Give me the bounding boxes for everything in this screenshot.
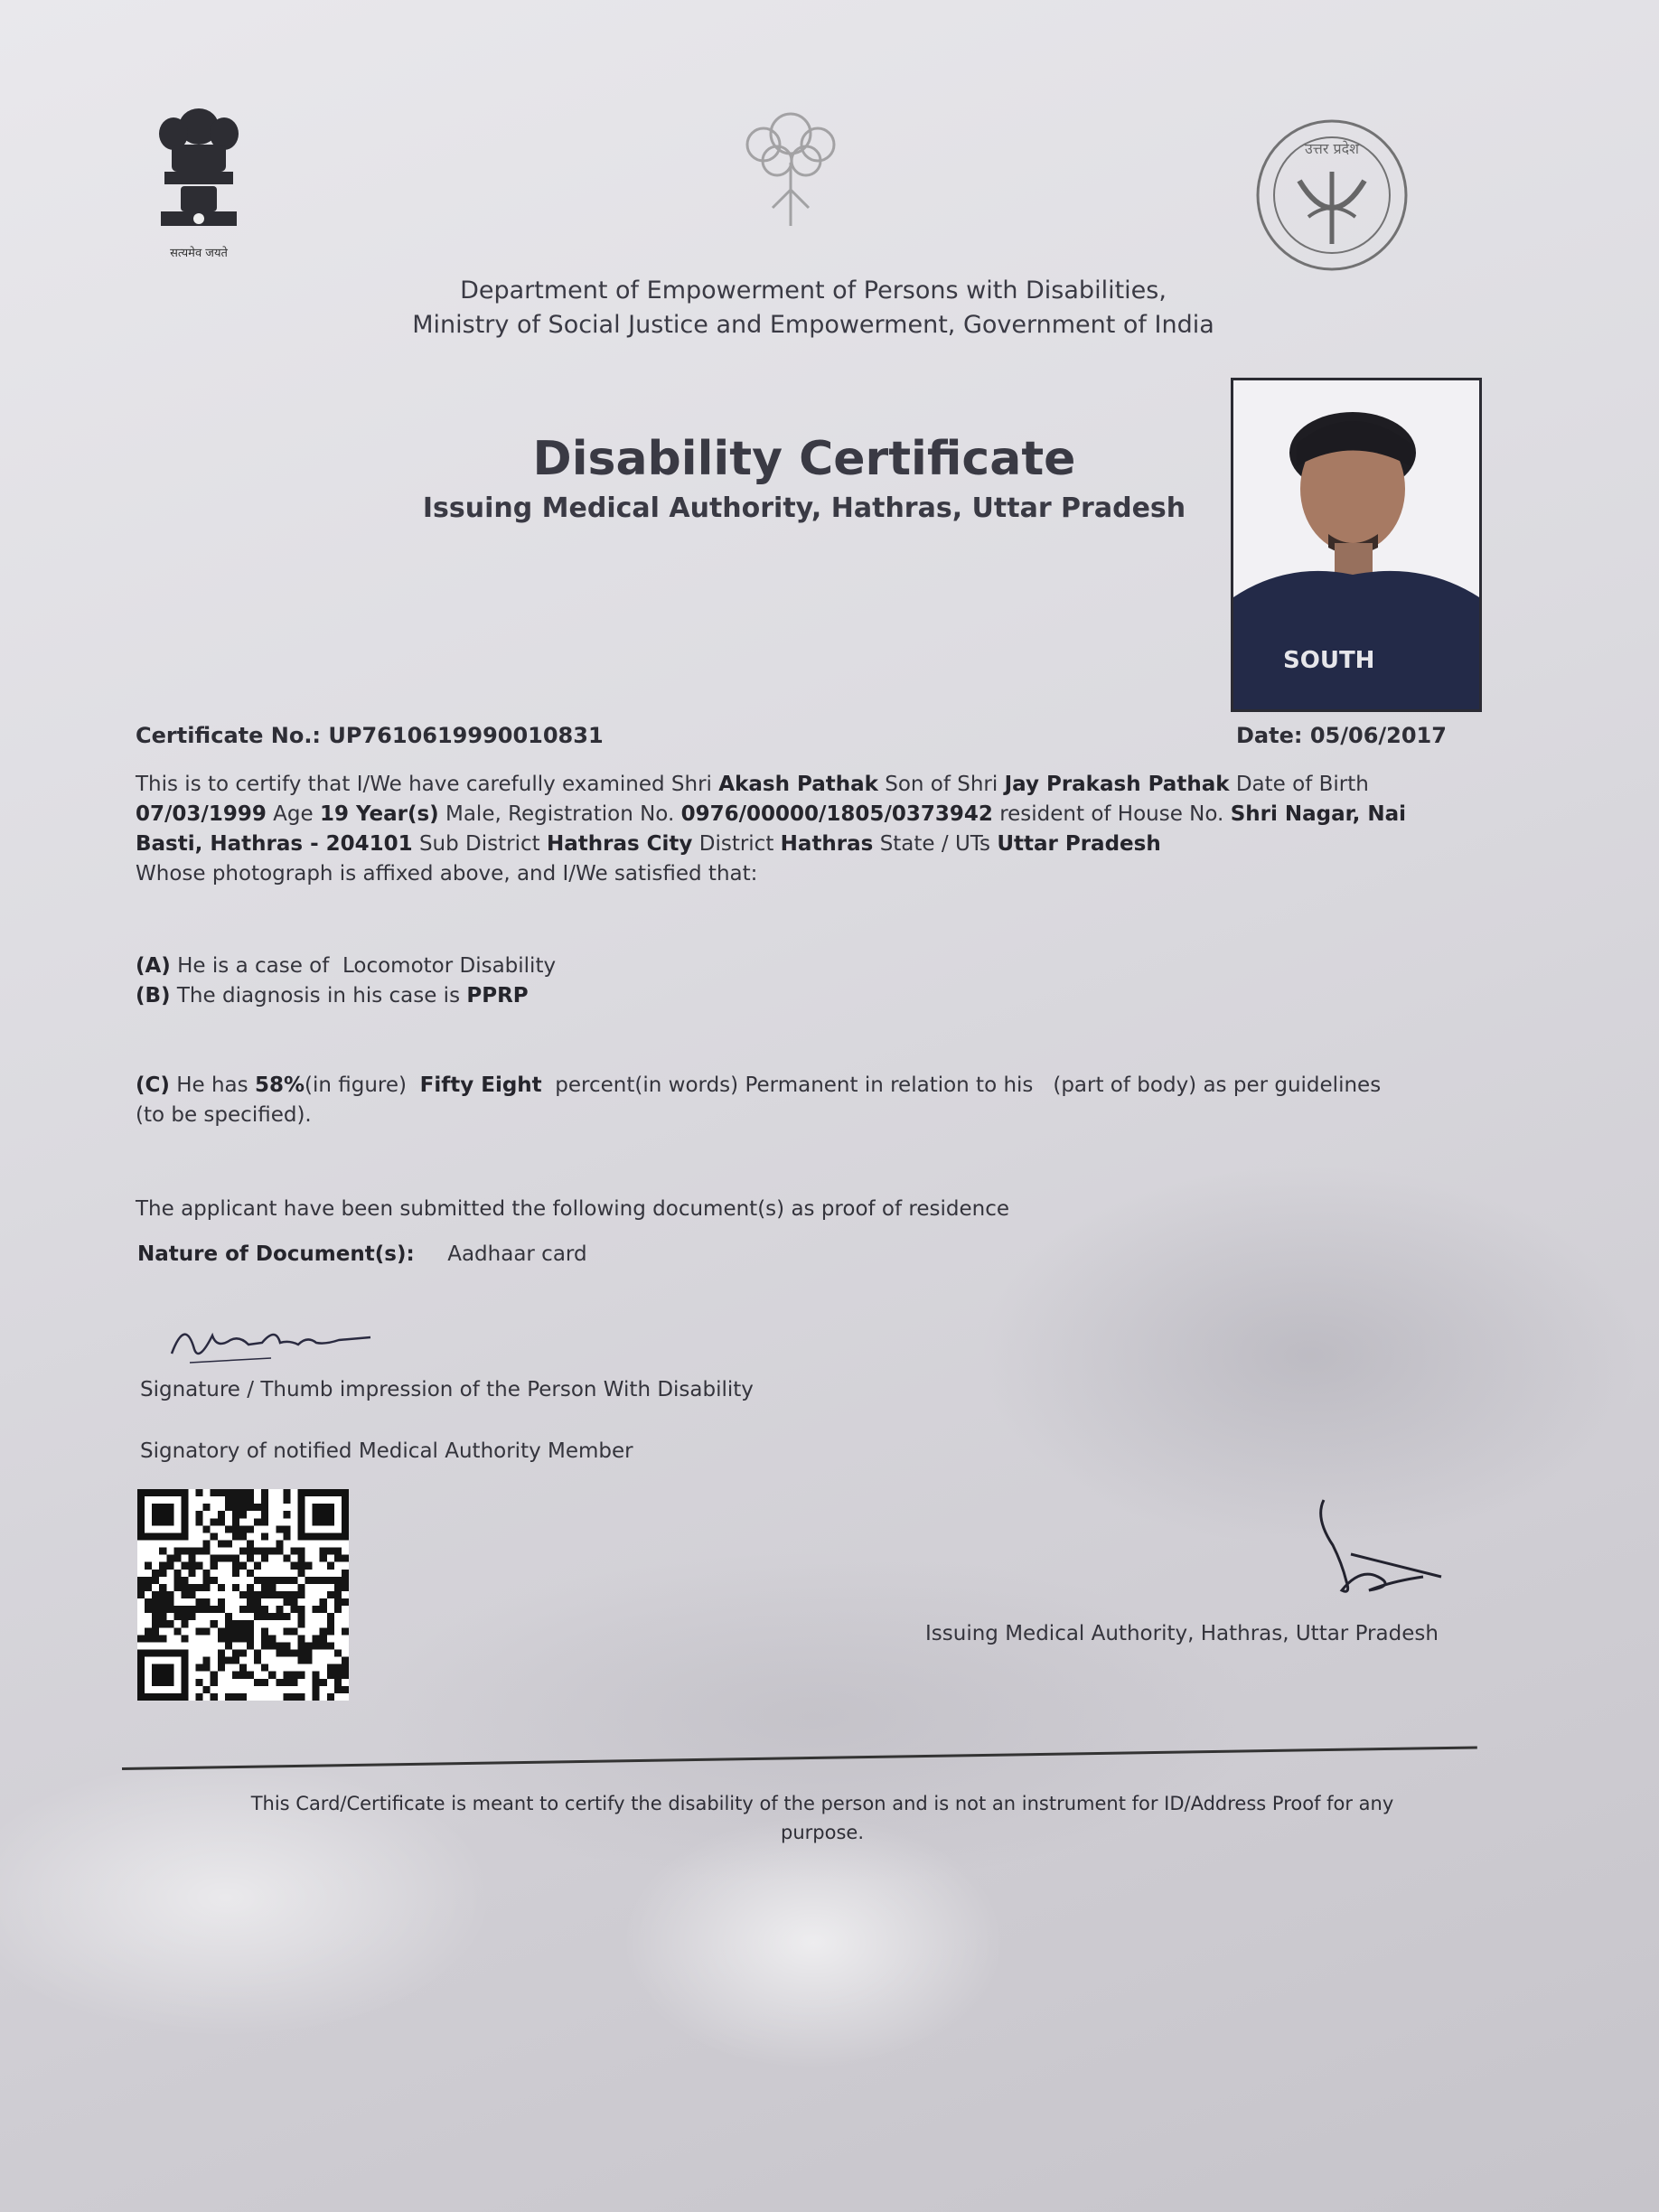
certify-text: Son of Shri (885, 773, 998, 796)
shirt-text: SOUTH (1283, 647, 1375, 674)
father-name: Jay Prakash Pathak (1004, 773, 1230, 796)
footer-divider (122, 1746, 1477, 1770)
certificate-date-row (1236, 723, 1447, 748)
document-value: Aadhaar card (447, 1242, 587, 1266)
clause-c-text: He has (176, 1073, 248, 1097)
document-label: Nature of Document(s): (137, 1242, 415, 1266)
house-address: Shri Nagar, Nai Basti, Hathras - 204101 (136, 802, 1406, 856)
certify-text: This is to certify that I/We have carefully examined Shri (136, 773, 712, 796)
authority-caption: Issuing Medical Authority, Hathras, Uttar Pradesh (925, 1622, 1439, 1645)
age: 19 Year(s) (319, 802, 439, 826)
tree-emblem-icon (723, 108, 858, 235)
certificate-title: Disability Certificate (532, 432, 1076, 486)
clause-c-text: (to be specified). (136, 1103, 312, 1127)
residence-intro: The applicant have been submitted the following document(s) as proof of residence (136, 1197, 1010, 1221)
footer-note: This Card/Certificate is meant to certify the disability of the person and is not an instrument for ID/Address Proof for any (250, 1793, 1394, 1814)
clause-a-text: He is a case of (177, 954, 330, 978)
applicant-name: Akash Pathak (718, 773, 878, 796)
state: Uttar Pradesh (997, 832, 1161, 856)
applicant-signature-caption: Signature / Thumb impression of the Person With Disability (140, 1378, 754, 1401)
clause-b-text: The diagnosis in his case is (176, 984, 461, 1008)
department-line: Department of Empowerment of Persons with Disabilities, (460, 276, 1167, 305)
district: Hathras (780, 832, 874, 856)
clause-c-text: percent(in words) Permanent in relation to his (555, 1073, 1034, 1097)
certify-text: Date of Birth (1235, 773, 1369, 796)
certify-text: State / UTs (879, 832, 990, 856)
certify-text: District (698, 832, 774, 856)
clause-c-label: (C) (136, 1073, 170, 1097)
disability-percent: 58% (254, 1073, 305, 1097)
signatory-caption: Signatory of notified Medical Authority Member (140, 1439, 633, 1463)
disability-percent-words: Fifty Eight (419, 1073, 542, 1097)
qr-code (137, 1489, 349, 1701)
certify-text: Age (273, 802, 314, 826)
disability-type: Locomotor Disability (342, 954, 557, 978)
certify-paragraph (136, 770, 1455, 889)
national-emblem-icon (145, 99, 253, 260)
applicant-photo (1231, 378, 1482, 712)
clause-c (136, 1071, 1455, 1130)
authority-signature (1306, 1482, 1450, 1612)
seal-text: उत्तर प्रदेश (1305, 140, 1359, 157)
registration-number: 0976/00000/1805/0373942 (680, 802, 993, 826)
clause-a (136, 951, 556, 981)
diagnosis: PPRP (466, 984, 529, 1008)
certificate-number-row (136, 723, 604, 748)
clause-b-label: (B) (136, 984, 171, 1008)
certificate-date: 05/06/2017 (1309, 723, 1447, 748)
certify-text: Whose photograph is affixed above, and I/We satisfied that: (136, 862, 758, 886)
clause-c-text: (part of body) as per guidelines (1053, 1073, 1382, 1097)
date-label: Date: (1236, 723, 1303, 748)
certify-text: Male, Registration No. (445, 802, 675, 826)
certificate-subtitle: Issuing Medical Authority, Hathras, Uttar Pradesh (422, 492, 1186, 524)
footer-note-end: purpose. (781, 1822, 864, 1843)
applicant-signature (163, 1308, 380, 1375)
up-seal-icon (1254, 117, 1410, 273)
clause-b (136, 981, 529, 1011)
clause-c-text: (in figure) (305, 1073, 408, 1097)
sub-district: Hathras City (546, 832, 693, 856)
certify-text: Sub District (418, 832, 540, 856)
emblem-motto: सत्यमेव जयते (170, 247, 228, 260)
certificate-number: UP7610619990010831 (328, 723, 604, 748)
date-of-birth: 07/03/1999 (136, 802, 267, 826)
certificate-number-label: Certificate No.: (136, 723, 322, 748)
document-row (137, 1240, 587, 1270)
certify-text: resident of House No. (999, 802, 1224, 826)
ministry-line: Ministry of Social Justice and Empowerment, Government of India (412, 311, 1214, 339)
clause-a-label: (A) (136, 954, 171, 978)
